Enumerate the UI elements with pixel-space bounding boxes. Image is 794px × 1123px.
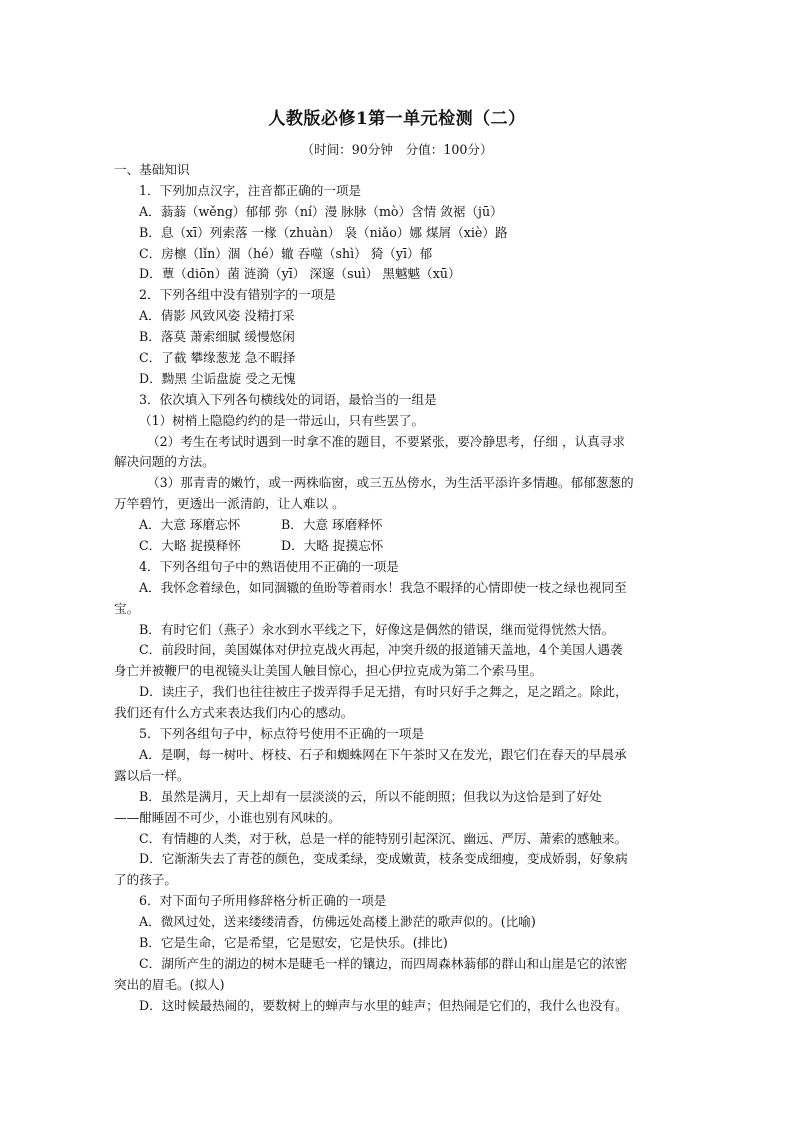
- question-6-stem: 6．对下面句子所用修辞格分析正确的一项是: [139, 893, 387, 909]
- question-5-option-a-line-1: A．是啊，每一树叶、枒枝、石子和蜘蛛网在下午茶时又在发光，跟它们在春天的早晨承: [139, 746, 627, 762]
- question-5-option-c: C．有情趣的人类，对于秋，总是一样的能特别引起深沉、幽远、严厉、萧索的感触来。: [139, 830, 628, 846]
- question-3-stem: 3．依次填入下列各句横线处的词语，最恰当的一组是: [139, 391, 437, 407]
- question-3-sentence-3-line-2: 万竿碧竹，更透出一派清韵，让人难以 。: [114, 496, 345, 512]
- question-5-option-b-line-2: ——酣睡固不可少，小谁也别有风味的。: [114, 809, 341, 825]
- question-3-option-d: D．大略 捉摸忘怀: [281, 538, 384, 554]
- question-1-option-a: A．蓊蓊（wěng）郁郁 弥（ní）漫 脉脉（mò）含情 敛裾（jū）: [139, 203, 503, 219]
- question-3-option-a: A．大意 琢磨忘怀: [139, 517, 241, 533]
- question-1-option-d: D．蕈（diōn）菌 涟漪（yī） 深邃（suì） 黑魆魆（xū）: [139, 266, 461, 282]
- question-6-option-d: D．这时候最热闹的，要数树上的蝉声与水里的蛙声；但热闹是它们的，我什么也没有。: [139, 997, 628, 1013]
- question-5-option-b-line-1: B．虽然是满月，天上却有一层淡淡的云，所以不能朗照；但我以为这恰是到了好处: [139, 788, 602, 804]
- question-5-stem: 5．下列各组句子中，标点符号使用不正确的一项是: [139, 726, 425, 742]
- question-4-option-a-line-2: 宝。: [114, 600, 140, 616]
- question-4-option-c-line-1: C．前段时间，美国媒体对伊拉克战火再起，冲突升级的报道铺天盖地，4个美国人遇袭: [139, 642, 623, 658]
- question-5-option-d-line-1: D．它渐渐失去了青苍的颜色，变成柔绿，变成嫩黄，枝条变成细瘦，变成娇弱，好象病: [139, 851, 628, 867]
- question-6-option-a: A．微风过处，送来缕缕清香，仿佛远处高楼上渺茫的歌声似的。(比喻): [139, 914, 536, 930]
- question-6-option-c-line-2: 突出的眉毛。(拟人): [114, 976, 225, 992]
- question-2-option-b: B．落莫 萧索细腻 缓慢悠闲: [139, 329, 295, 345]
- question-4-option-c-line-2: 身亡并被鞭尸的电视镜头让美国人触目惊心，担心伊拉克成为第二个索马里。: [114, 663, 543, 679]
- question-1-option-c: C．房檩（lǐn）涸（hé）辙 吞噬（shì） 猗（yī）郁: [139, 245, 433, 261]
- question-5-option-a-line-2: 露以后一样。: [114, 767, 190, 783]
- page-subtitle: （时间：90分钟 分值：100分）: [301, 142, 493, 157]
- section-heading: 一、基础知识: [114, 162, 190, 177]
- question-3-options-row-2: [114, 536, 682, 557]
- question-5-option-d-line-2: 了的孩子。: [114, 872, 177, 888]
- question-2-option-c: C．了截 攀缘葱茏 急不暇择: [139, 350, 296, 366]
- question-6-option-b: B．它是生命，它是希望，它是慰安，它是快乐。(排比): [139, 934, 448, 950]
- question-3-sentence-3-line-1: （3）那青青的嫩竹，或一两株临窗，或三五丛傍水，为生活平添许多情趣。郁郁葱葱的: [147, 475, 634, 491]
- question-3-option-c: C．大略 捉摸释怀: [139, 538, 241, 554]
- question-3-options-row-1: [114, 515, 682, 536]
- question-2-option-d: D．黝黑 尘诟盘旋 受之无愧: [139, 370, 296, 386]
- question-4-stem: 4．下列各组句子中的熟语使用不正确的一项是: [139, 558, 399, 574]
- question-1-option-b: B．息（xī）列索落 一椽（zhuàn） 袅（niǎo）娜 煤屑（xiè）路: [139, 224, 508, 240]
- question-3-option-b: B．大意 琢磨释怀: [281, 517, 383, 533]
- question-3-sentence-2-line-2: 解决问题的方法。: [114, 454, 215, 470]
- question-2-option-a: A．倩影 风致风姿 没精打采: [139, 308, 295, 324]
- question-3-sentence-2-line-1: （2）考生在考试时遇到一时拿不准的题目，不要紧张，要冷静思考，仔细 ，认真寻求: [147, 433, 625, 449]
- question-1-stem: 1．下列加点汉字，注音都正确的一项是: [139, 182, 362, 198]
- question-6-option-c-line-1: C．湖所产生的湖边的树木是睫毛一样的镶边，而四周森林蓊郁的群山和山崖是它的浓密: [139, 955, 628, 971]
- question-4-option-a-line-1: A．我怀念着绿色，如同涸辙的鱼盼等着雨水！我急不暇择的心情即使一枝之绿也视同至: [139, 579, 627, 595]
- document-body: [114, 160, 682, 1017]
- question-4-option-b: B．有时它们（燕子）汆水到水平线之下，好像这是偶然的错误，继而觉得恍然大悟。: [139, 621, 615, 637]
- page-title: 人教版必修1第一单元检测（二）: [268, 109, 526, 129]
- question-4-option-d-line-2: 我们还有什么方式来表达我们内心的感动。: [114, 705, 354, 721]
- question-2-stem: 2．下列各组中没有错别字的一项是: [139, 287, 336, 303]
- question-4-option-d-line-1: D．读庄子，我们也往往被庄子拨弄得手足无措，有时只好手之舞之，足之蹈之。除此，: [139, 684, 628, 700]
- question-3-sentence-1: （1）树梢上隐隐约约的是一带远山，只有些罢了。: [139, 412, 425, 428]
